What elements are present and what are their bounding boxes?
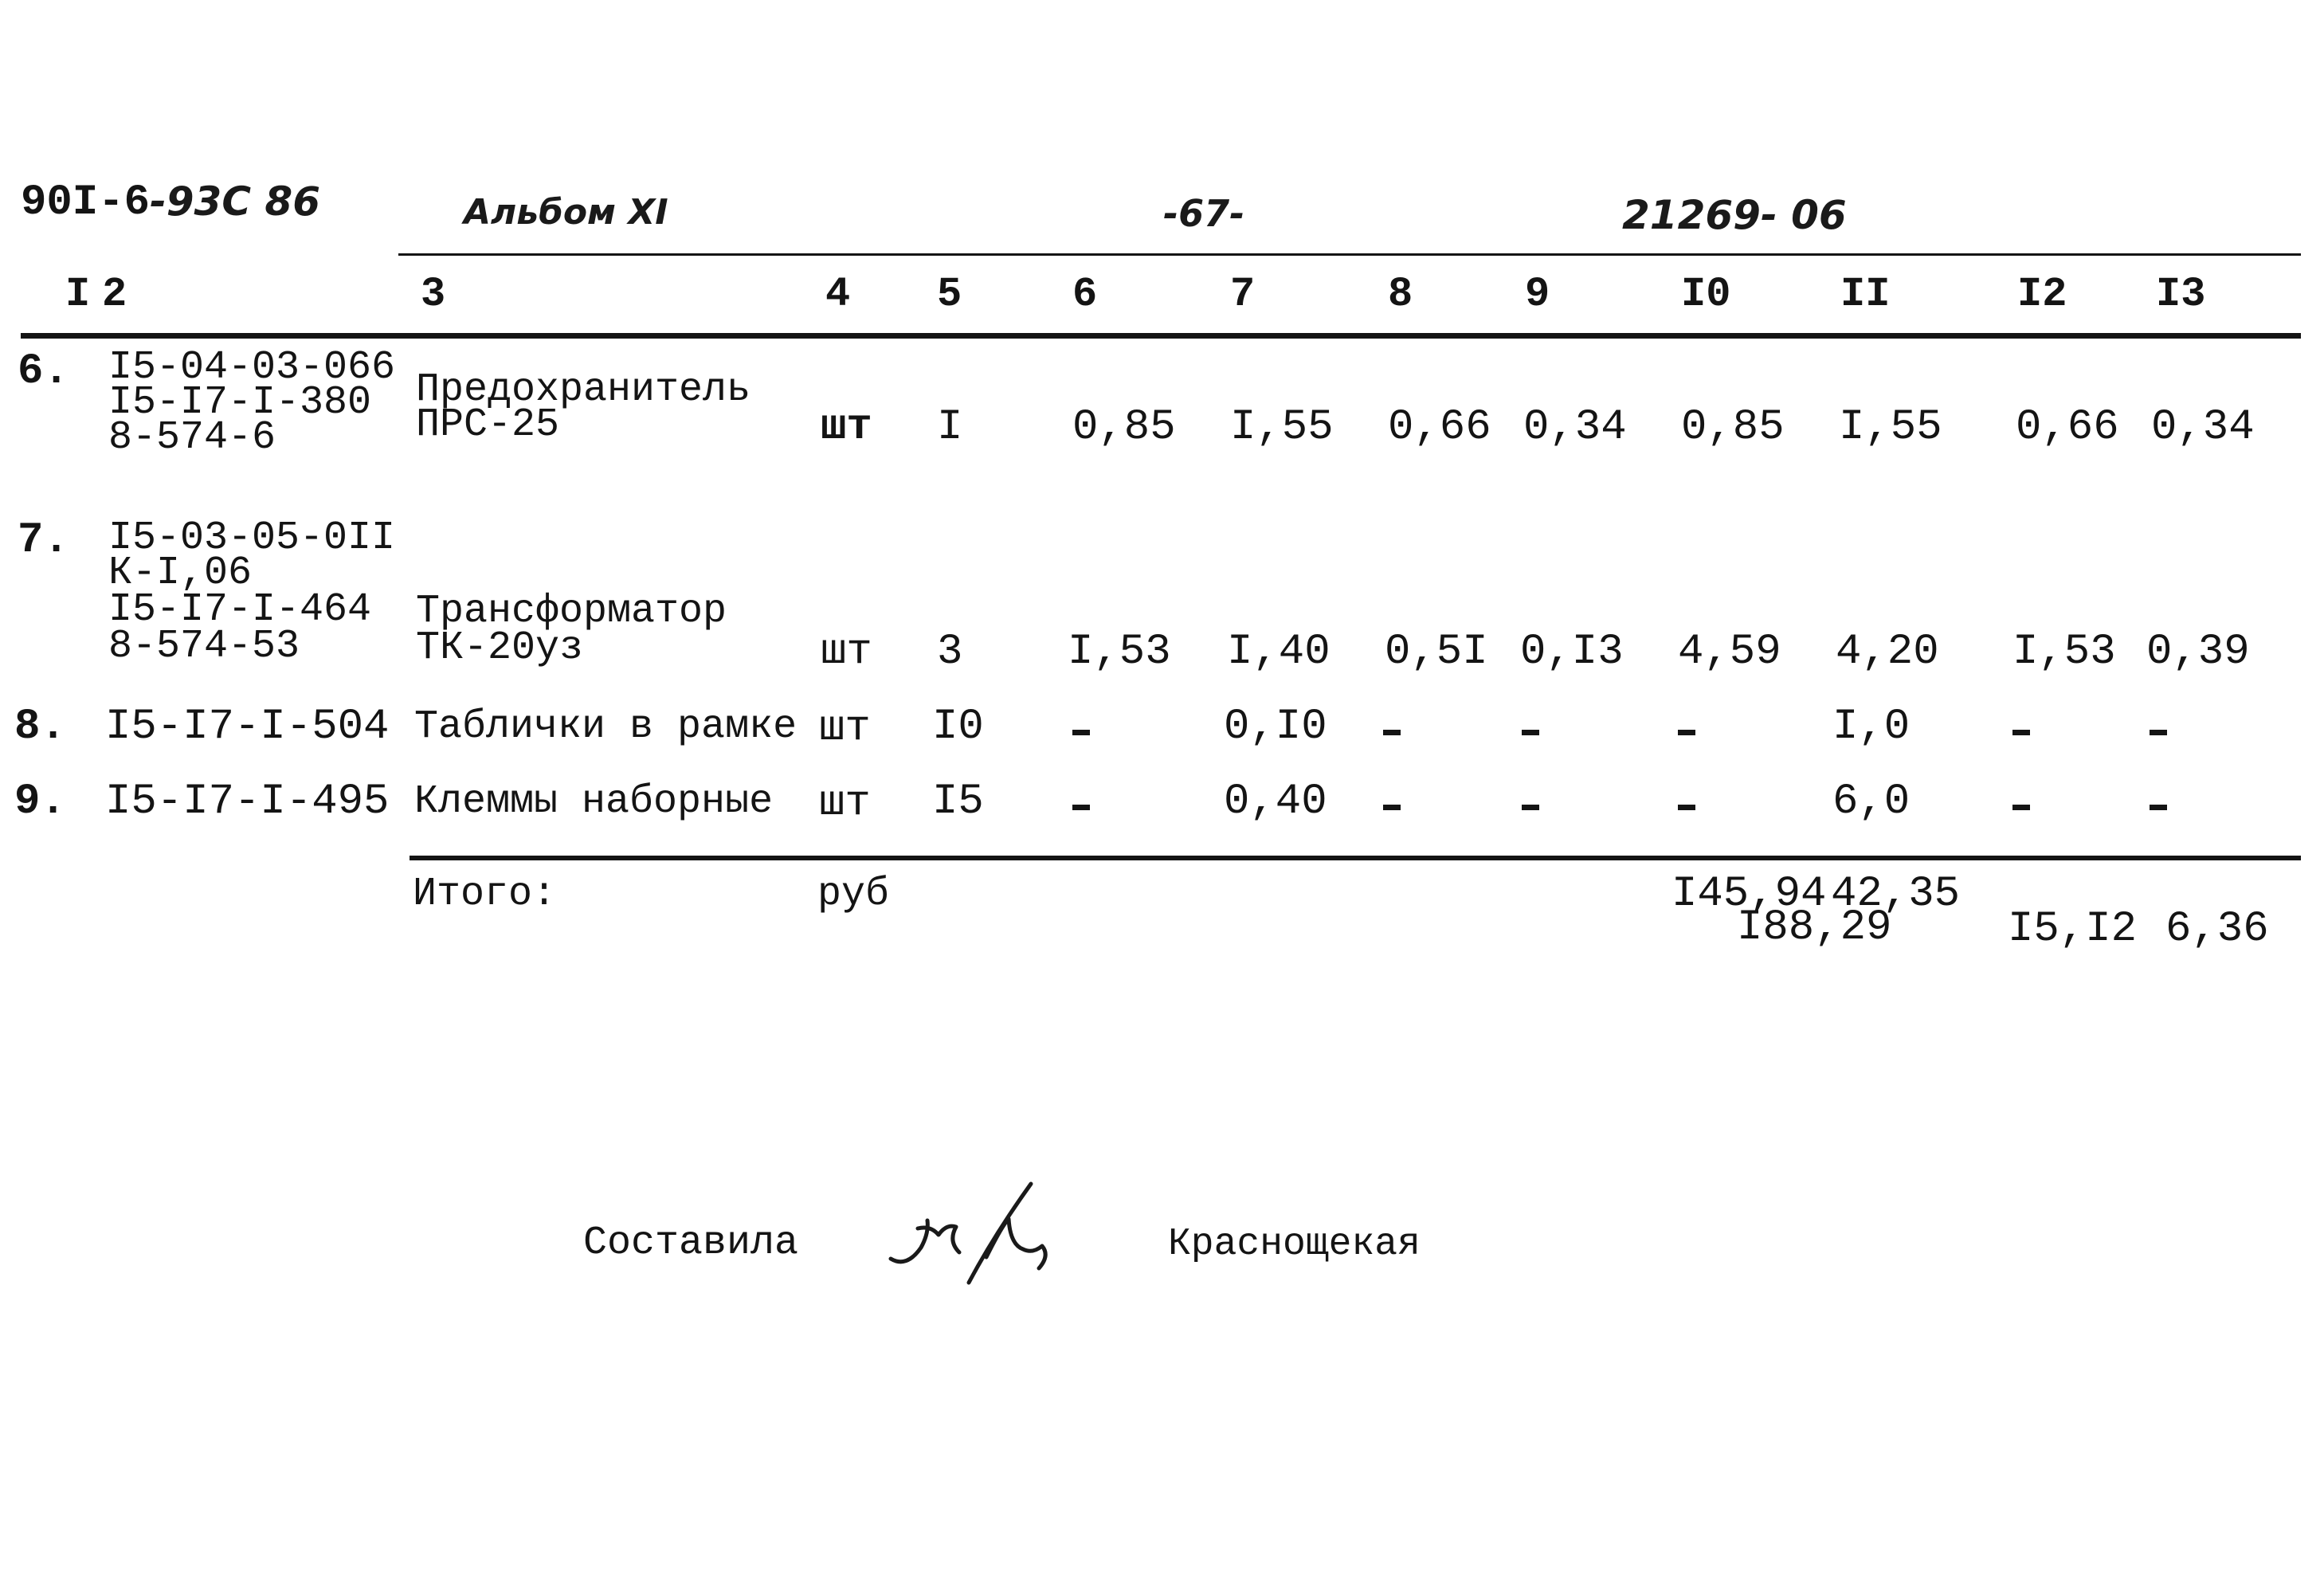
page-number: -67-	[1163, 192, 1245, 235]
unit: шт	[819, 779, 871, 828]
total-col13: 6,36	[2165, 905, 2269, 954]
doc-number: 90I-6	[21, 178, 151, 227]
item-code: 8-574-53	[108, 624, 300, 669]
column-header-13: I3	[2156, 271, 2206, 318]
empty-dash	[1678, 805, 1695, 810]
item-name: Таблички в рамке	[414, 704, 798, 750]
col6-value: 0,85	[1072, 403, 1176, 452]
empty-dash	[1383, 730, 1401, 735]
empty-dash	[1072, 730, 1090, 735]
unit: шт	[821, 628, 872, 676]
column-header-8: 8	[1388, 271, 1413, 318]
column-header-6: 6	[1072, 271, 1098, 318]
item-code: I5-I7-I-464	[108, 587, 372, 633]
column-header-4: 4	[825, 271, 851, 318]
empty-dash	[2012, 805, 2030, 810]
col13-value: 0,39	[2146, 628, 2250, 676]
item-code: I5-04-03-066	[108, 345, 396, 390]
col7-value: 0,I0	[1224, 703, 1327, 751]
col11-value: I,0	[1832, 703, 1911, 751]
empty-dash	[2150, 805, 2167, 810]
item-code: I5-03-05-0II	[108, 515, 396, 561]
item-code: 8-574-6	[108, 415, 276, 460]
signature	[883, 1179, 1090, 1299]
empty-dash	[2012, 730, 2030, 735]
quantity: 3	[937, 628, 963, 676]
total-col10-11-sum: I88,29	[1737, 903, 1892, 952]
empty-dash	[1522, 805, 1539, 810]
col11-value: 6,0	[1832, 778, 1911, 826]
quantity: I5	[932, 778, 984, 826]
quantity: I0	[932, 703, 984, 751]
col10-value: 0,85	[1681, 403, 1785, 452]
item-name: Трансформатор	[416, 589, 727, 634]
col7-value: I,55	[1230, 403, 1334, 452]
compiled-by-label: Составила	[583, 1220, 799, 1266]
empty-dash	[1383, 805, 1401, 810]
column-header-1: I	[65, 271, 91, 318]
item-name: Предохранитель	[416, 367, 751, 413]
column-header-10: I0	[1681, 271, 1731, 318]
col8-value: 0,66	[1388, 403, 1491, 452]
col9-value: 0,I3	[1520, 628, 1624, 676]
header-bottom-rule	[21, 333, 2301, 339]
column-header-2: 2	[102, 271, 127, 318]
header-top-rule	[398, 253, 2301, 256]
item-name: ПРС-25	[416, 402, 560, 448]
col10-value: 4,59	[1678, 628, 1781, 676]
total-rule	[410, 856, 2301, 860]
col13-value: 0,34	[2151, 403, 2255, 452]
column-header-3: 3	[421, 271, 446, 318]
row-number: 6.	[18, 347, 69, 396]
row-number: 8.	[14, 703, 66, 751]
col9-value: 0,34	[1523, 403, 1627, 452]
col8-value: 0,5I	[1385, 628, 1488, 676]
total-unit: руб	[817, 872, 890, 917]
item-code: I5-I7-I-504	[105, 703, 390, 751]
column-header-12: I2	[2017, 271, 2067, 318]
column-header-11: II	[1840, 271, 1891, 318]
total-col11: 42,35	[1831, 870, 1961, 919]
doc-number-handwritten: -93С 86	[150, 178, 321, 225]
col6-value: I,53	[1068, 628, 1171, 676]
total-col12: I5,I2	[2008, 905, 2138, 954]
row-number: 7.	[18, 516, 69, 565]
empty-dash	[1678, 730, 1695, 735]
col11-value: I,55	[1839, 403, 1942, 452]
album-label: Альбом XI	[464, 192, 668, 233]
document-code: 21269- 06	[1622, 192, 1847, 238]
col7-value: I,40	[1227, 628, 1331, 676]
quantity: I	[937, 403, 963, 452]
item-name: ТК-20уз	[416, 625, 584, 671]
col12-value: 0,66	[2016, 403, 2119, 452]
col7-value: 0,40	[1224, 778, 1327, 826]
column-header-5: 5	[937, 271, 962, 318]
unit: шт	[821, 403, 872, 452]
empty-dash	[2150, 730, 2167, 735]
empty-dash	[1072, 805, 1090, 810]
item-code: К-I,06	[108, 550, 253, 596]
row-number: 9.	[14, 778, 66, 826]
item-code: I5-I7-I-380	[108, 380, 372, 425]
unit: шт	[819, 704, 871, 753]
column-header-7: 7	[1230, 271, 1256, 318]
total-label: Итого:	[413, 872, 557, 917]
col11-value: 4,20	[1836, 628, 1939, 676]
empty-dash	[1522, 730, 1539, 735]
item-code: I5-I7-I-495	[105, 778, 390, 826]
col12-value: I,53	[2012, 628, 2116, 676]
item-name: Клеммы наборные	[414, 779, 774, 825]
column-header-9: 9	[1525, 271, 1550, 318]
total-col10: I45,94	[1671, 870, 1827, 919]
compiled-by-name: Краснощекая	[1168, 1223, 1421, 1266]
